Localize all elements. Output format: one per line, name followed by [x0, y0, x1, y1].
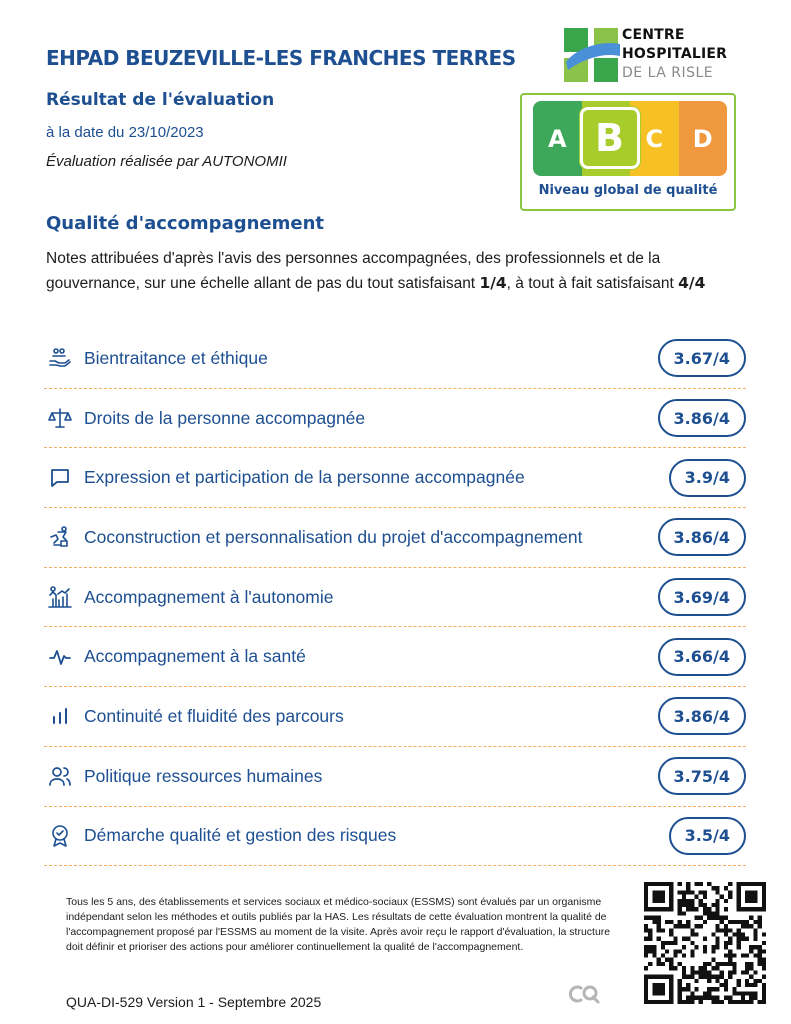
intro-scale-min: 1/4: [479, 274, 507, 292]
facility-title: EHPAD BEUZEVILLE-LES FRANCHES TERRES: [46, 46, 516, 70]
grade-d: D: [679, 101, 728, 176]
grade-b-cell: [582, 101, 631, 176]
criterion-score: 3.86/4: [658, 697, 746, 735]
criterion-row: [44, 807, 746, 867]
criterion-label: Accompagnement à la santé: [84, 646, 306, 667]
criterion-row: [44, 687, 746, 747]
criterion-score: 3.66/4: [658, 638, 746, 676]
quality-section-title: Qualité d'accompagnement: [46, 213, 325, 234]
grade-a: A: [533, 101, 582, 176]
criterion-label: Coconstruction et personnalisation du projet d'accompagnement: [84, 526, 583, 547]
evaluation-footnote: Tous les 5 ans, des établissements et services sociaux et médico-sociaux (ESSMS) sont évalués par un organisme indépendant selon les méthodes et outils publiés par la HAS. Les résultats de cette évaluation montrent la qualité de l'accompagnement proposé par l'ESSMS au moment de la visite. Après avoir reçu le rapport d'évaluation, la structure doit définir et prioriser des actions pour améliorer continuellement la qualité de l'accompagnement.: [66, 896, 611, 953]
hospital-name-line3: DE LA RISLE: [622, 65, 714, 81]
criterion-score: 3.86/4: [658, 518, 746, 556]
quality-rating-badge: [520, 93, 736, 211]
criterion-score: 3.86/4: [658, 399, 746, 437]
criterion-row: [44, 568, 746, 628]
handshake-care-icon: [46, 344, 74, 372]
criterion-row: [44, 329, 746, 389]
criterion-label: Expression et participation de la personne accompagnée: [84, 467, 525, 488]
criterion-row: [44, 448, 746, 508]
rating-label: Niveau global de qualité: [538, 183, 718, 198]
badge-check-icon: [46, 822, 74, 850]
criterion-label: Politique ressources humaines: [84, 765, 323, 786]
grade-c: C: [630, 101, 679, 176]
criterion-row: [44, 389, 746, 449]
hospital-logo-mark-icon: [562, 26, 620, 84]
hospital-logo: [562, 24, 762, 86]
evaluation-result-heading: Résultat de l'évaluation: [46, 90, 275, 110]
evaluation-date: à la date du 23/10/2023: [46, 124, 204, 141]
criterion-score: 3.5/4: [669, 817, 746, 855]
cq-watermark-icon: [568, 982, 602, 1006]
grade-b-selected: B: [580, 107, 640, 169]
criterion-row: [44, 627, 746, 687]
hospital-name-line2: HOSPITALIER: [622, 46, 728, 62]
person-bar-chart-icon: [46, 583, 74, 611]
rating-scale: [533, 101, 727, 176]
speech-bubble-icon: [46, 464, 74, 492]
criterion-label: Démarche qualité et gestion des risques: [84, 825, 397, 846]
document-reference: QUA-DI-529 Version 1 - Septembre 2025: [66, 994, 322, 1010]
criterion-score: 3.75/4: [658, 757, 746, 795]
criterion-score: 3.9/4: [669, 459, 746, 497]
criterion-row: [44, 508, 746, 568]
criterion-label: Bientraitance et éthique: [84, 347, 268, 368]
criterion-score: 3.69/4: [658, 578, 746, 616]
criterion-label: Accompagnement à l'autonomie: [84, 586, 334, 607]
criterion-label: Droits de la personne accompagnée: [84, 407, 366, 428]
evaluator-text: Évaluation réalisée par AUTONOMII: [46, 153, 287, 170]
puzzle-people-icon: [46, 523, 74, 551]
quality-criteria-list: [44, 329, 746, 866]
criterion-score: 3.67/4: [658, 339, 746, 377]
intro-scale-max: 4/4: [678, 274, 706, 292]
criterion-label: Continuité et fluidité des parcours: [84, 705, 344, 726]
intro-text-2: , à tout à fait satisfaisant: [506, 275, 679, 292]
qr-code-icon[interactable]: [642, 882, 768, 1004]
quality-intro: [46, 246, 746, 296]
bar-chart-icon: [46, 702, 74, 730]
pulse-icon: [46, 643, 74, 671]
users-icon: [46, 762, 74, 790]
scales-icon: [46, 404, 74, 432]
criterion-row: [44, 747, 746, 807]
intro-text-1: Notes attribuées d'après l'avis des personnes accompagnées, des professionnels et de la gouvernance, sur une échelle allant de pas du tout satisfaisant: [46, 250, 661, 292]
hospital-name-line1: CENTRE: [622, 27, 685, 43]
